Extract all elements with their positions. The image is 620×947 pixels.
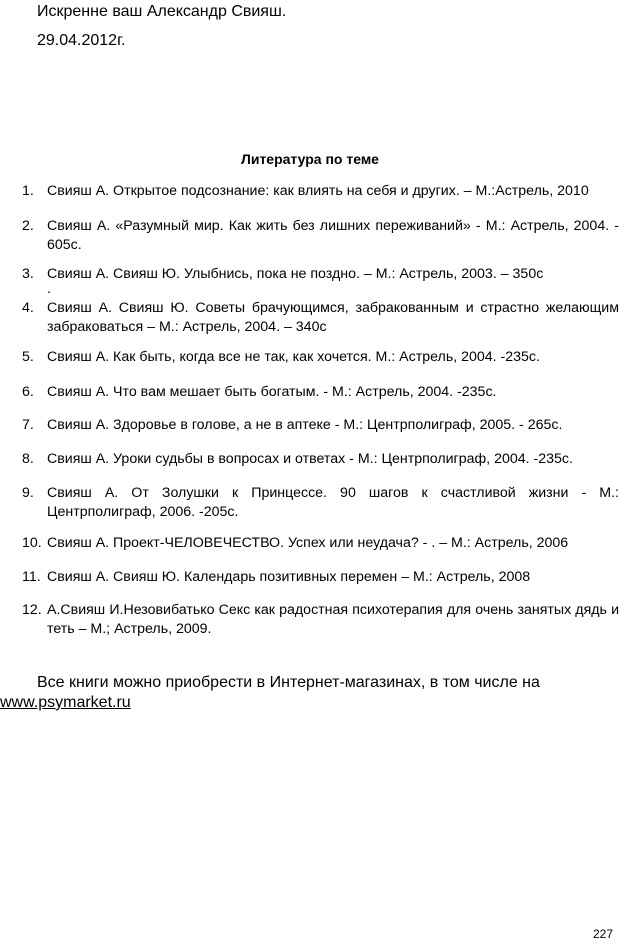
item-text: Свияш А. Свияш Ю. Улыбнись, пока не поздно. – М.: Астрель, 2003. – 350с — [47, 266, 544, 282]
item-text: Свияш А. Здоровье в голове, а не в аптеке - М.: Центрполиграф, 2005. - 265с. — [47, 417, 563, 433]
item-text: Свияш А. От Золушки к Принцессе. 90 шагов к счастливой жизни - М.: Центрполиграф, 2006. -205с. — [47, 485, 619, 520]
item-number: 3. — [22, 266, 34, 282]
item-text: Свияш А. «Разумный мир. Как жить без лишних переживаний» - М.: Астрель, 2004. - 605с. — [47, 218, 619, 253]
item-number: 11. — [22, 569, 41, 585]
literature-item — [22, 534, 619, 553]
item-text: Свияш А. Уроки судьбы в вопросах и ответах - М.: Центрполиграф, 2004. -235с. — [47, 451, 573, 467]
item-number: 8. — [22, 451, 34, 467]
item-number: 12. — [22, 602, 42, 618]
item-number: 6. — [22, 384, 34, 400]
item-number: 9. — [22, 485, 34, 501]
stray-period: . — [47, 280, 51, 296]
literature-item — [22, 450, 619, 469]
item-text: Свияш А. Что вам мешает быть богатым. - М.: Астрель, 2004. -235с. — [47, 384, 497, 400]
item-text: Свияш А. Свияш Ю. Календарь позитивных перемен – М.: Астрель, 2008 — [47, 569, 531, 585]
item-number: 1. — [22, 183, 34, 199]
item-number: 7. — [22, 417, 34, 433]
literature-item — [22, 568, 619, 587]
literature-item — [22, 348, 619, 367]
item-number: 5. — [22, 349, 34, 365]
item-text: А.Свияш И.Незовибатько Секс как радостная психотерапия для очень занятых дядь и теть – М.; Астрель, 2009. — [47, 602, 619, 637]
literature-item — [22, 217, 619, 254]
psymarket-link[interactable]: www.psymarket.ru — [0, 694, 131, 711]
item-text: Свияш А. Открытое подсознание: как влиять на себя и других. – М.:Астрель, 2010 — [47, 183, 589, 199]
literature-item — [22, 484, 619, 521]
page-number: 227 — [592, 927, 613, 941]
closing-text: Все книги можно приобрести в Интернет-магазинах, в том числе на — [37, 674, 540, 691]
item-text: Свияш А. Проект-ЧЕЛОВЕЧЕСТВО. Успех или неудача? - . – М.: Астрель, 2006 — [47, 535, 569, 551]
item-number: 2. — [22, 218, 34, 234]
item-text: Свияш А. Как быть, когда все не так, как хочется. М.: Астрель, 2004. -235с. — [47, 349, 540, 365]
date: 29.04.2012г. — [37, 32, 126, 49]
literature-item — [22, 265, 619, 284]
item-number: 4. — [22, 300, 34, 316]
signature: Искренне ваш Александр Свияш. — [37, 3, 287, 20]
literature-heading: Литература по теме — [241, 151, 379, 167]
item-text: Свияш А. Свияш Ю. Советы брачующимся, забракованным и страстно желающим забраковаться – М.: Астрель, 2004. – 340с — [47, 300, 619, 335]
item-number: 10. — [22, 535, 42, 551]
literature-item — [22, 416, 619, 435]
literature-item — [22, 383, 619, 402]
literature-item — [22, 182, 619, 201]
literature-item — [22, 299, 619, 336]
literature-item — [22, 601, 619, 638]
